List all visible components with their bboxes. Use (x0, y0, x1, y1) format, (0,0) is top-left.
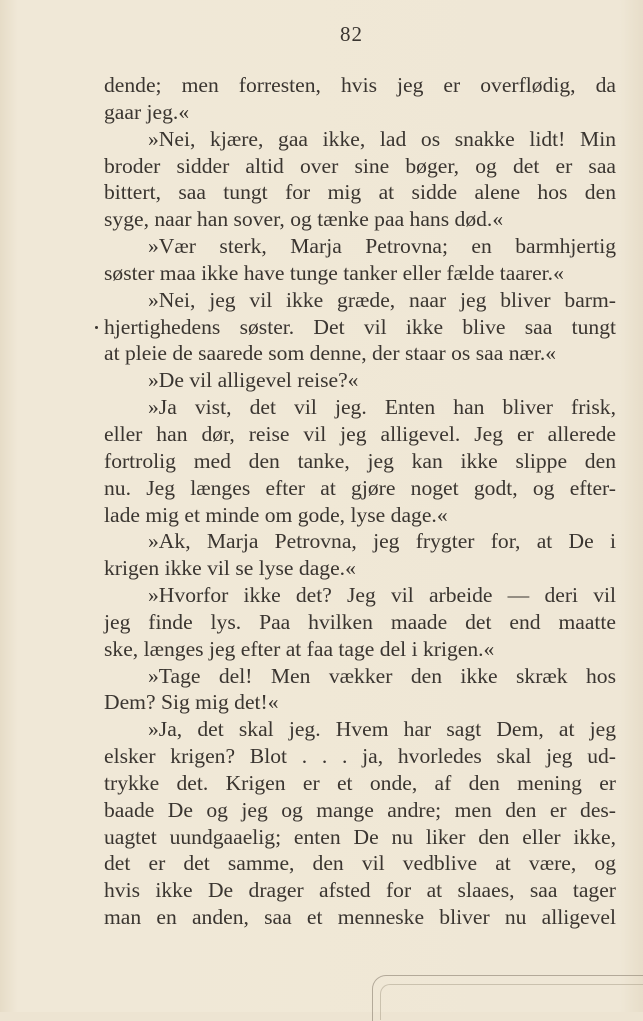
text-line: krigen ikke vil se lyse dage.« (104, 556, 356, 581)
text-line: det er det samme, den vil vedblive at være, og (104, 851, 616, 876)
text-line: »Nei, kjære, gaa ikke, lad os snakke lidt! Min (148, 126, 616, 151)
text-line: fortrolig med den tanke, jeg kan ikke slippe den (104, 448, 616, 473)
text-line: syge, naar han sover, og tænke paa hans død.« (104, 207, 504, 232)
text-line: lade mig et minde om gode, lyse dage.« (104, 502, 448, 527)
text-line: hvis ikke De drager afsted for at slaaes, saa tager (104, 878, 616, 903)
text-line: »Ak, Marja Petrovna, jeg frygter for, at De i (148, 529, 616, 554)
text-line: elsker krigen? Blot . . . ja, hvorledes skal jeg ud- (104, 744, 616, 769)
text-line: eller han dør, reise vil jeg alligevel. Jeg er allerede (104, 421, 616, 446)
body-text (104, 72, 616, 931)
text-line: nu. Jeg længes efter at gjøre noget godt, og efter- (104, 475, 616, 500)
text-line: »Nei, jeg vil ikke græde, naar jeg bliver barm- (148, 287, 616, 312)
text-line: »De vil alligevel reise?« (148, 368, 359, 393)
text-line: ske, længes jeg efter at faa tage del i krigen.« (104, 636, 495, 661)
text-line: jeg finde lys. Paa hvilken maade det end maatte (104, 609, 616, 634)
text-line: baade De og jeg og mange andre; men den er des- (104, 797, 616, 822)
stamp-decoration-inner (380, 984, 643, 1020)
text-line: »Tage del! Men vækker den ikke skræk hos (148, 663, 616, 688)
text-line: søster maa ikke have tunge tanker eller fælde taarer.« (104, 260, 564, 285)
text-line: »Ja vist, det vil jeg. Enten han bliver frisk, (148, 395, 616, 420)
text-line: at pleie de saarede som denne, der staar os saa nær.« (104, 341, 557, 366)
text-line: man en anden, saa et menneske bliver nu alligevel (104, 905, 616, 930)
margin-mark (95, 326, 98, 329)
text-line: trykke det. Krigen er et onde, af den mening er (104, 770, 616, 795)
page-number: 82 (340, 22, 363, 46)
text-line: »Vær sterk, Marja Petrovna; en barmhjertig (148, 234, 616, 259)
text-line: hjertighedens søster. Det vil ikke blive saa tungt (104, 314, 616, 339)
text-line: gaar jeg.« (104, 99, 190, 124)
text-line: bittert, saa tungt for mig at sidde alene hos den (104, 180, 616, 205)
text-line: broder sidder altid over sine bøger, og det er saa (104, 153, 616, 178)
text-line: »Hvorfor ikke det? Jeg vil arbeide — deri vil (148, 583, 616, 608)
text-line: dende; men forresten, hvis jeg er overflødig, da (104, 73, 616, 97)
text-line: »Ja, det skal jeg. Hvem har sagt Dem, at jeg (148, 717, 616, 742)
text-line: uagtet uundgaaelig; enten De nu liker den eller ikke, (104, 824, 616, 849)
text-line: Dem? Sig mig det!« (104, 690, 279, 715)
